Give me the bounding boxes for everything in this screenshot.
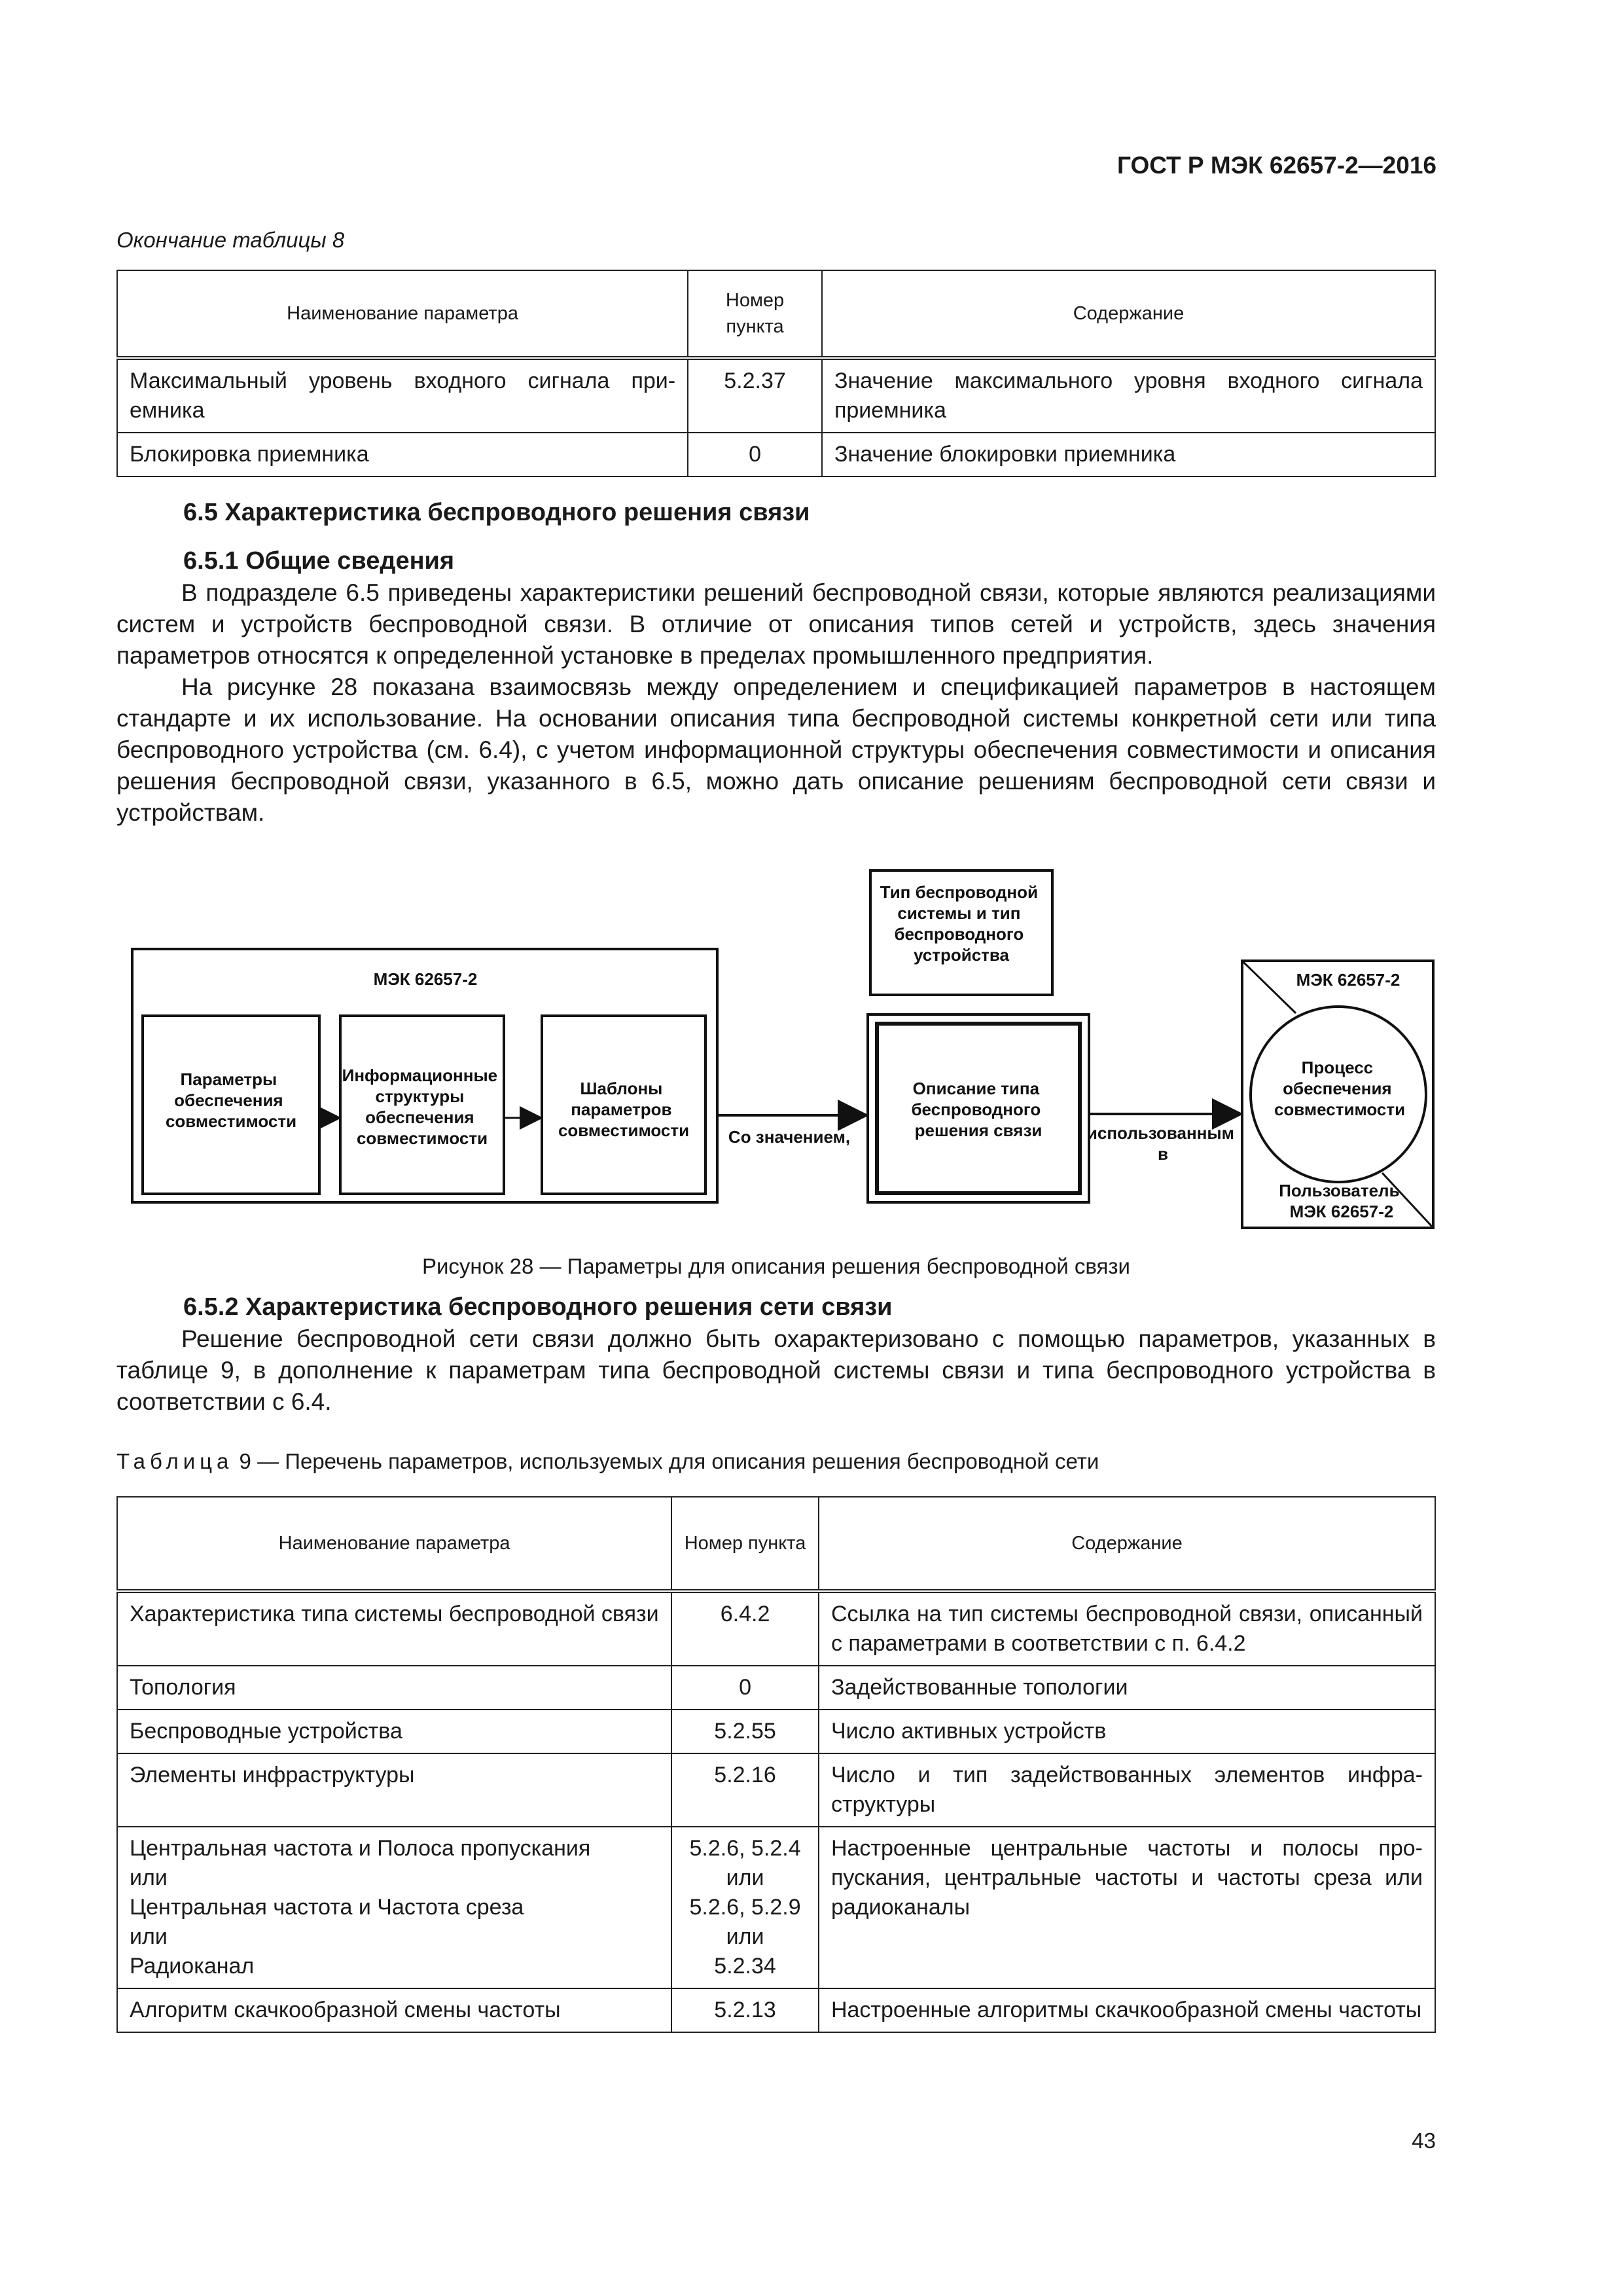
header-item-number: Номер пункта [688,270,822,358]
compat-params-text: Параметры обеспечения совместимости [165,1069,297,1131]
row-param: Максимальный уровень входного сигнала приемника [117,358,688,433]
row-content: Настроенные алгоритмы скачкообразной смены частоты [819,1988,1435,2032]
row-item: 0 [688,433,822,476]
table8-caption: Окончание таблицы 8 [116,228,345,252]
table-row [117,1591,1435,1666]
table8 [116,270,1436,477]
info-structures-text: Информационные структуры обеспечения совместимости [342,1066,498,1148]
header-item-number: Номер пункта [671,1497,819,1591]
table-row [117,1710,1435,1753]
row-param: Блокировка приемника [117,433,688,476]
row-param: Элементы инфраструктуры [117,1753,671,1827]
section-6-5-1-title: 6.5.1 Общие сведения [183,547,455,575]
iec-frame-label: МЭК 62657-2 [373,969,478,989]
system-type-text: Тип беспроводной системы и тип беспроводного устройства [880,882,1038,965]
table-header-row [117,270,1435,358]
header-param-name: Наименование параметра [117,270,688,358]
row-item: 5.2.16 [671,1753,819,1827]
table9-title: Таблица 9 — Перечень параметров, используемых для описания решения беспроводной сети [116,1449,1099,1473]
user-label: Пользователь МЭК 62657-2 [1279,1181,1400,1221]
table-row [117,1753,1435,1827]
paragraph: На рисунке 28 показана взаимосвязь между определением и спецификацией параметров в настоящем стандарте и их использование. На основании описания типа беспроводной системы конкретной сети или типа беспроводного устройства (см. 6.4), с учетом информационной структуры обеспечения совместимости и описания решения беспроводной связи, указанного в 6.5, можно дать описание решениям беспроводной сети связи и устройствам. [116,673,1436,826]
table-row [117,1827,1435,1988]
right-frame-label: МЭК 62657-2 [1296,970,1400,990]
row-param: Топология [117,1666,671,1710]
row-content: Значение блокировки приемника [822,433,1435,476]
table-row [117,1666,1435,1710]
figure-28-diagram [124,851,1440,1237]
table-row [117,1988,1435,2032]
row-item: 0 [671,1666,819,1710]
paragraph: В подразделе 6.5 приведены характеристики решений беспроводной связи, которые являются реализациями систем и устройств беспроводной связи. В отличие от описания типов сетей и устройств, здесь значения параметров относятся к определенной установке в пределах промышленного предприятия. [116,579,1436,669]
diagonal-line [1242,961,1296,1013]
header-content: Содержание [822,270,1435,358]
header-content: Содержание [819,1497,1435,1591]
param-templates-text: Шаблоны параметров совместимости [558,1079,690,1140]
row-item: 5.2.6, 5.2.4 или 5.2.6, 5.2.9 или 5.2.34 [671,1827,819,1988]
row-item: 6.4.2 [671,1591,819,1666]
section-6-5-2-title: 6.5.2 Характеристика беспроводного решения сети связи [183,1293,893,1321]
solution-type-text: Описание типа беспроводного решения связи [911,1079,1043,1140]
row-item: 5.2.37 [688,358,822,433]
table-row [117,433,1435,476]
header-param-name: Наименование параметра [117,1497,671,1591]
arrow2-label: использованным в [1086,1123,1234,1164]
table9 [116,1496,1436,2033]
row-item: 5.2.13 [671,1988,819,2032]
compat-process-text: Процесс обеспечения совместимости [1274,1058,1406,1119]
row-param: Беспроводные устройства [117,1710,671,1753]
row-param: Характеристика типа системы беспроводной связи [117,1591,671,1666]
arrow1-label: Со значением, [728,1127,851,1147]
document-header: ГОСТ Р МЭК 62657-2—2016 [1116,152,1436,179]
row-param: Центральная частота и Полоса пропускания или Центральная частота и Частота среза или Радиоканал [117,1827,671,1988]
row-content: Настроенные центральные частоты и полосы пропускания, центральные частоты и частоты среза или радиоканалы [819,1827,1435,1988]
paragraph: Решение беспроводной сети связи должно быть охарактеризовано с помощью параметров, указанных в таблице 9, в дополнение к параметрам типа беспроводной системы связи и типа беспроводного устройства в соответствии с 6.4. [116,1325,1436,1415]
table-row [117,358,1435,433]
row-content: Число активных устройств [819,1710,1435,1753]
figure-28-caption: Рисунок 28 — Параметры для описания решения беспроводной связи [421,1254,1130,1278]
row-content: Значение максимального уровня входного сигнала приемника [822,358,1435,433]
table-header-row [117,1497,1435,1591]
row-content: Ссылка на тип системы беспроводной связи, описанный с параметрами в соответствии с п. 6.4.2 [819,1591,1435,1666]
row-param: Алгоритм скачкообразной смены частоты [117,1988,671,2032]
row-item: 5.2.55 [671,1710,819,1753]
page-number: 43 [1412,2128,1436,2153]
section-6-5-title: 6.5 Характеристика беспроводного решения связи [183,499,810,526]
row-content: Число и тип задействованных элементов инфраструктуры [819,1753,1435,1827]
row-content: Задействованные топологии [819,1666,1435,1710]
